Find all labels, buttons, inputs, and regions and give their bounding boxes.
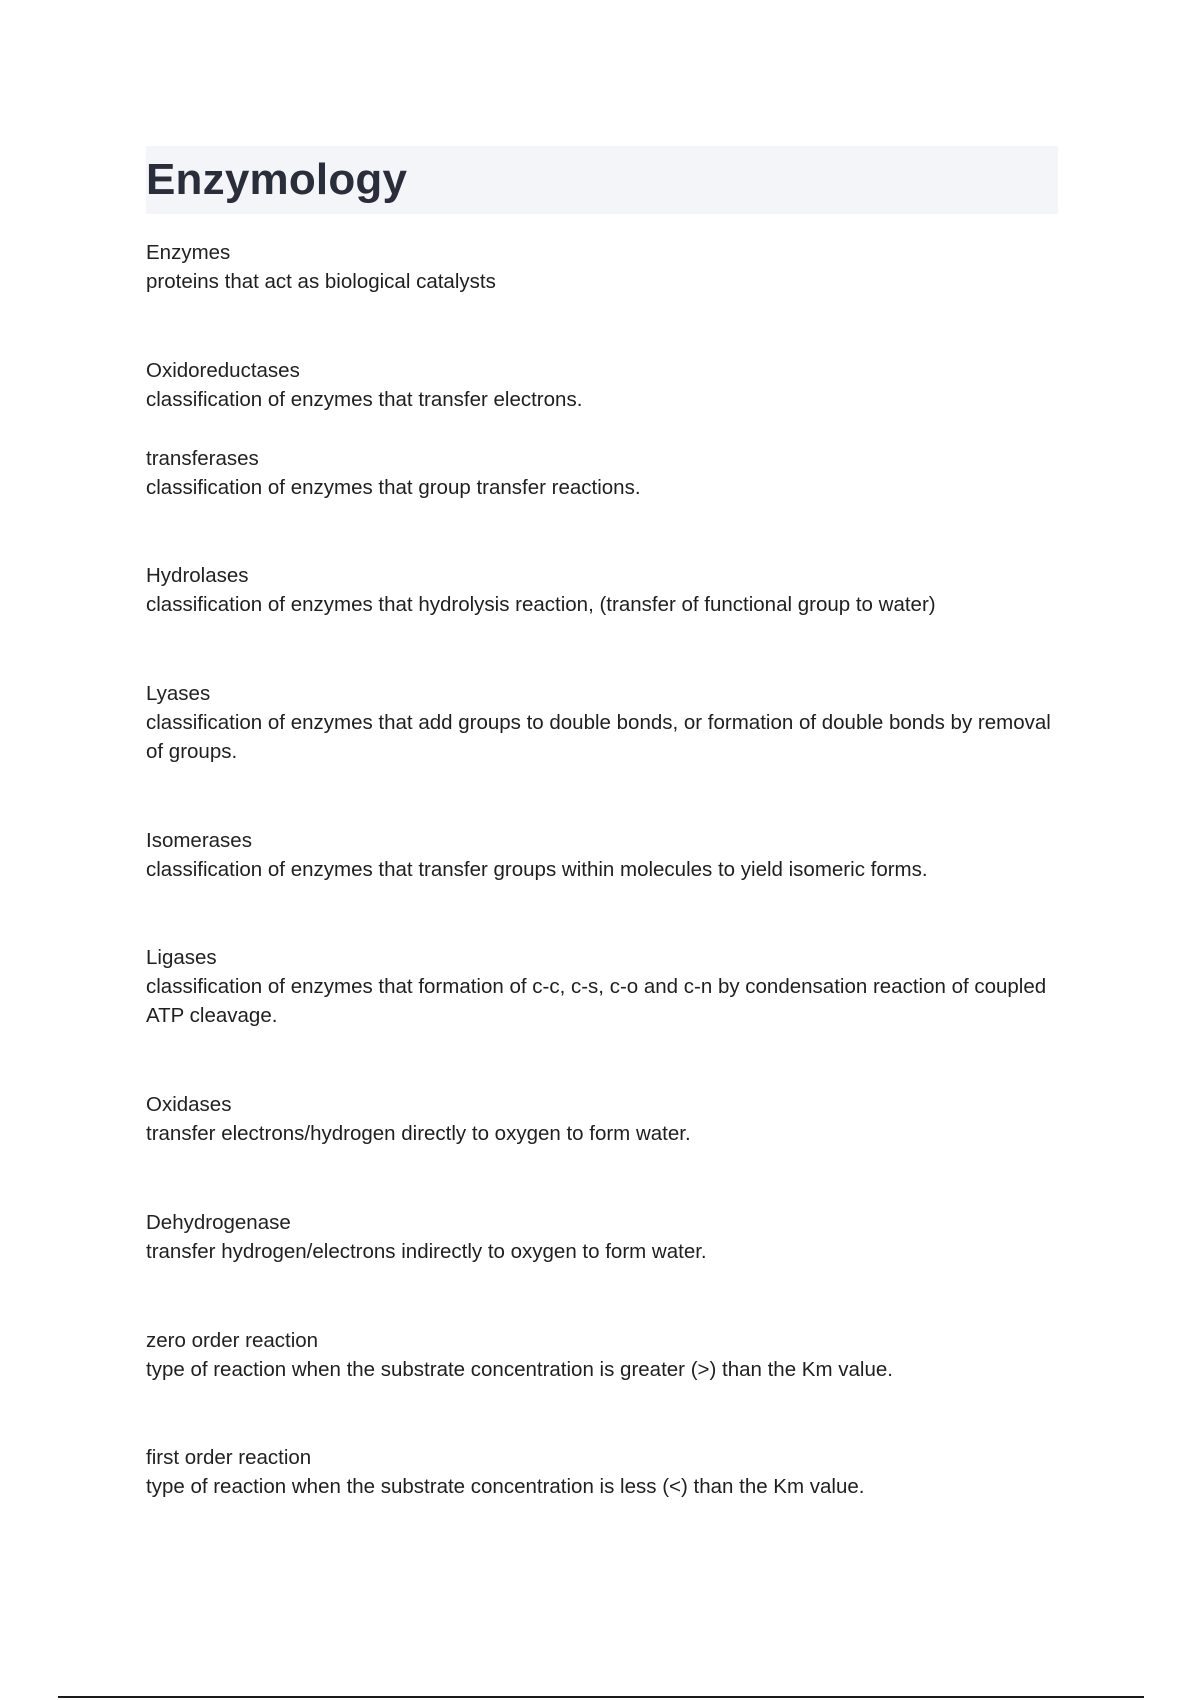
footer-divider — [58, 1696, 1144, 1698]
card-definition: classification of enzymes that transfer electrons. — [146, 388, 583, 411]
card-definition: classification of enzymes that transfer groups within molecules to yield isomeric forms. — [146, 858, 928, 881]
card-definition: classification of enzymes that group transfer reactions. — [146, 476, 641, 499]
card-term: Enzymes — [146, 241, 231, 264]
flashcard-first-order-reaction — [146, 1443, 1058, 1501]
card-term: Ligases — [146, 946, 217, 969]
card-term: transferases — [146, 447, 259, 470]
flashcard-lyases — [146, 679, 1058, 766]
card-definition: classification of enzymes that add groups to double bonds, or formation of double bonds by removal of groups. — [146, 711, 1051, 763]
flashcard-oxidases — [146, 1090, 1058, 1148]
card-term: Oxidoreductases — [146, 359, 300, 382]
flashcard-isomerases — [146, 826, 1058, 884]
flashcard-enzymes — [146, 238, 1058, 296]
card-definition: proteins that act as biological catalysts — [146, 270, 496, 293]
card-definition: type of reaction when the substrate concentration is less (<) than the Km value. — [146, 1475, 865, 1498]
title-bar — [146, 146, 1058, 214]
page-title: Enzymology — [146, 155, 408, 204]
card-term: Hydrolases — [146, 564, 249, 587]
document-page — [146, 146, 1058, 1498]
card-definition: transfer hydrogen/electrons indirectly to oxygen to form water. — [146, 1240, 707, 1263]
flashcard-dehydrogenase — [146, 1208, 1058, 1266]
card-term: Isomerases — [146, 829, 252, 852]
card-term: first order reaction — [146, 1446, 312, 1469]
card-definition: classification of enzymes that hydrolysis reaction, (transfer of functional group to water) — [146, 593, 936, 616]
card-definition: classification of enzymes that formation of c-c, c-s, c-o and c-n by condensation reaction of coupled ATP cleavage. — [146, 975, 1047, 1027]
card-term: Oxidases — [146, 1093, 232, 1116]
card-definition: transfer electrons/hydrogen directly to oxygen to form water. — [146, 1122, 691, 1145]
card-term: Lyases — [146, 682, 211, 705]
card-definition: type of reaction when the substrate concentration is greater (>) than the Km value. — [146, 1358, 893, 1381]
flashcard-oxidoreductases — [146, 356, 1058, 414]
card-term: zero order reaction — [146, 1329, 319, 1352]
card-term: Dehydrogenase — [146, 1211, 291, 1234]
flashcard-ligases — [146, 943, 1058, 1030]
flashcard-transferases — [146, 444, 1058, 502]
flashcard-hydrolases — [146, 561, 1058, 619]
flashcard-zero-order-reaction — [146, 1326, 1058, 1384]
